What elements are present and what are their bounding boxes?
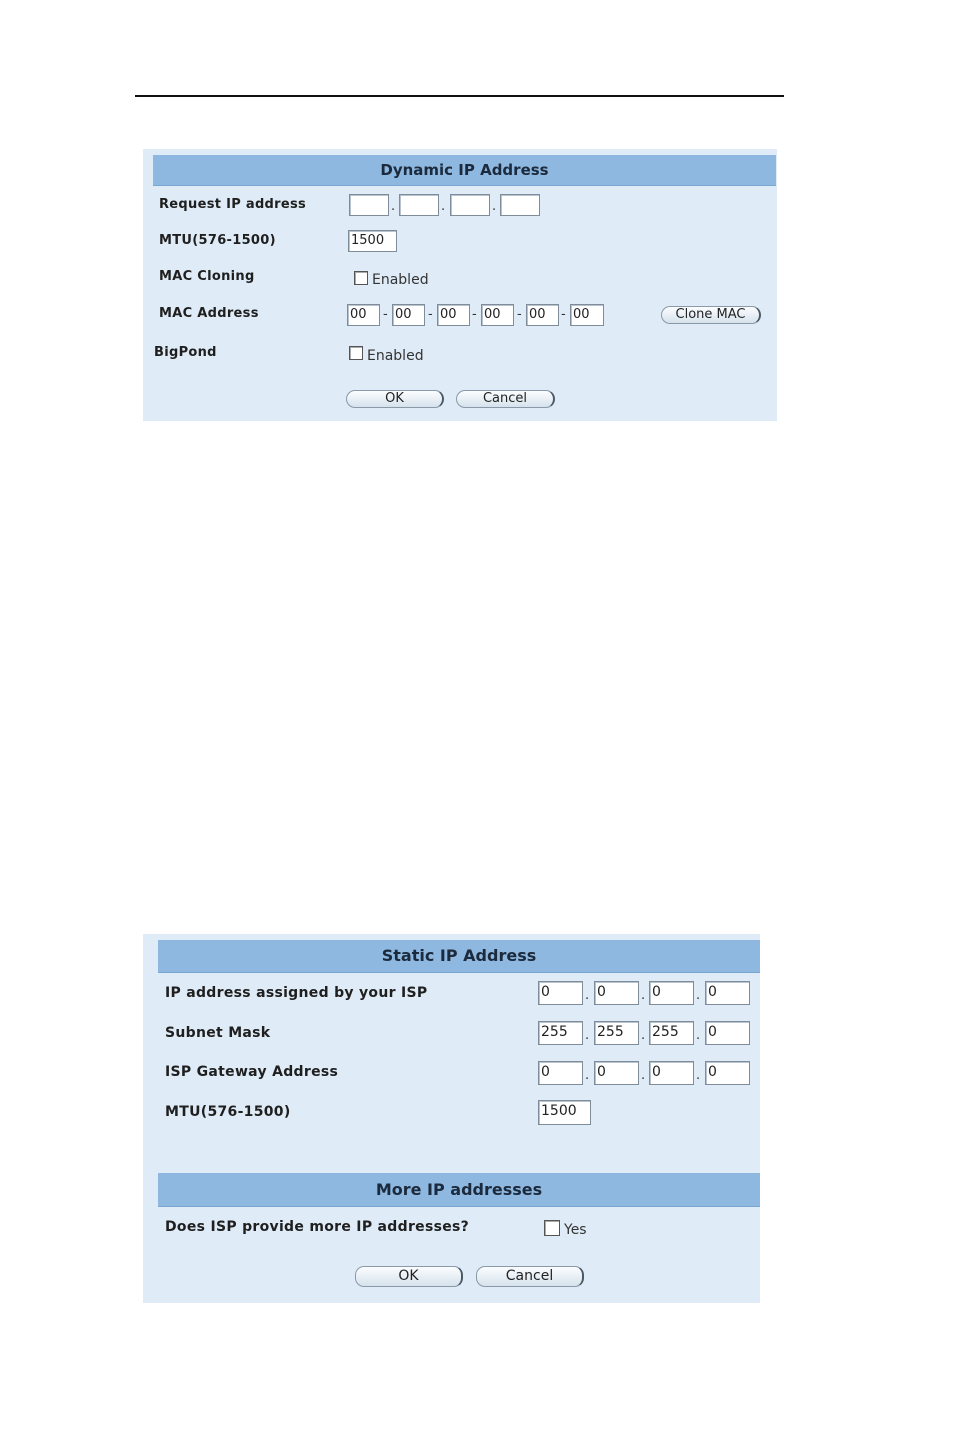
bigpond-checkbox-label: Enabled	[367, 348, 424, 364]
isp-ip-dot: .	[585, 988, 590, 1003]
mac-address-octet-2[interactable]: 00	[392, 304, 425, 326]
subnet-mask-dot: .	[585, 1028, 590, 1043]
subnet-mask-label: Subnet Mask	[165, 1025, 271, 1041]
isp-ip-octet-4[interactable]: 0	[705, 981, 750, 1005]
ok-button[interactable]: OK	[346, 390, 444, 408]
mac-address-dash: -	[383, 307, 388, 322]
mac-address-octet-6[interactable]: 00	[570, 304, 604, 326]
more-ip-question: Does ISP provide more IP addresses?	[165, 1219, 470, 1235]
isp-gateway-label: ISP Gateway Address	[165, 1064, 339, 1080]
isp-ip-dot: .	[696, 988, 701, 1003]
isp-ip-dot: .	[641, 988, 646, 1003]
mac-cloning-checkbox-label: Enabled	[372, 272, 429, 288]
static-cancel-button[interactable]: Cancel	[476, 1266, 584, 1287]
cancel-button[interactable]: Cancel	[456, 390, 555, 408]
static-ip-header: Static IP Address	[158, 940, 760, 973]
more-ip-checkbox-label: Yes	[564, 1222, 587, 1238]
mac-address-octet-5[interactable]: 00	[526, 304, 559, 326]
isp-ip-octet-2[interactable]: 0	[594, 981, 639, 1005]
subnet-mask-dot: .	[641, 1028, 646, 1043]
request-ip-octet-4[interactable]	[500, 194, 540, 216]
isp-ip-label: IP address assigned by your ISP	[165, 985, 428, 1001]
mac-address-label: MAC Address	[159, 306, 259, 321]
mac-address-dash: -	[428, 307, 433, 322]
mac-cloning-checkbox[interactable]	[354, 271, 368, 285]
bigpond-checkbox[interactable]	[349, 346, 363, 360]
request-ip-octet-3[interactable]	[450, 194, 490, 216]
request-ip-dot: .	[391, 199, 396, 214]
request-ip-dot: .	[492, 199, 497, 214]
request-ip-dot: .	[441, 199, 446, 214]
static-ok-button[interactable]: OK	[355, 1266, 463, 1287]
static-ip-panel	[143, 934, 760, 1303]
subnet-mask-octet-1[interactable]: 255	[538, 1021, 583, 1045]
dynamic-ip-header: Dynamic IP Address	[153, 155, 776, 186]
subnet-mask-octet-3[interactable]: 255	[649, 1021, 694, 1045]
isp-gateway-dot: .	[641, 1068, 646, 1083]
isp-gateway-octet-1[interactable]: 0	[538, 1061, 583, 1085]
subnet-mask-dot: .	[696, 1028, 701, 1043]
mtu-input[interactable]: 1500	[348, 230, 397, 252]
subnet-mask-octet-4[interactable]: 0	[705, 1021, 750, 1045]
isp-gateway-octet-2[interactable]: 0	[594, 1061, 639, 1085]
dynamic-ip-panel	[143, 149, 777, 421]
bigpond-label: BigPond	[154, 345, 217, 360]
isp-ip-octet-1[interactable]: 0	[538, 981, 583, 1005]
mac-address-dash: -	[517, 307, 522, 322]
clone-mac-button[interactable]: Clone MAC	[661, 306, 761, 324]
request-ip-octet-1[interactable]	[349, 194, 389, 216]
request-ip-label: Request IP address	[159, 197, 307, 212]
isp-gateway-dot: .	[696, 1068, 701, 1083]
mac-address-octet-4[interactable]: 00	[481, 304, 514, 326]
more-ip-header: More IP addresses	[158, 1173, 760, 1207]
isp-gateway-octet-4[interactable]: 0	[705, 1061, 750, 1085]
request-ip-octet-2[interactable]	[399, 194, 439, 216]
mac-address-octet-1[interactable]: 00	[347, 304, 380, 326]
isp-gateway-octet-3[interactable]: 0	[649, 1061, 694, 1085]
static-mtu-label: MTU(576-1500)	[165, 1104, 291, 1120]
mac-address-dash: -	[472, 307, 477, 322]
static-mtu-input[interactable]: 1500	[538, 1100, 591, 1125]
mac-cloning-label: MAC Cloning	[159, 269, 255, 284]
isp-ip-octet-3[interactable]: 0	[649, 981, 694, 1005]
subnet-mask-octet-2[interactable]: 255	[594, 1021, 639, 1045]
page-header-rule	[135, 95, 784, 97]
isp-gateway-dot: .	[585, 1068, 590, 1083]
mtu-label: MTU(576-1500)	[159, 233, 276, 248]
more-ip-checkbox[interactable]	[544, 1220, 560, 1236]
mac-address-dash: -	[561, 307, 566, 322]
mac-address-octet-3[interactable]: 00	[437, 304, 470, 326]
